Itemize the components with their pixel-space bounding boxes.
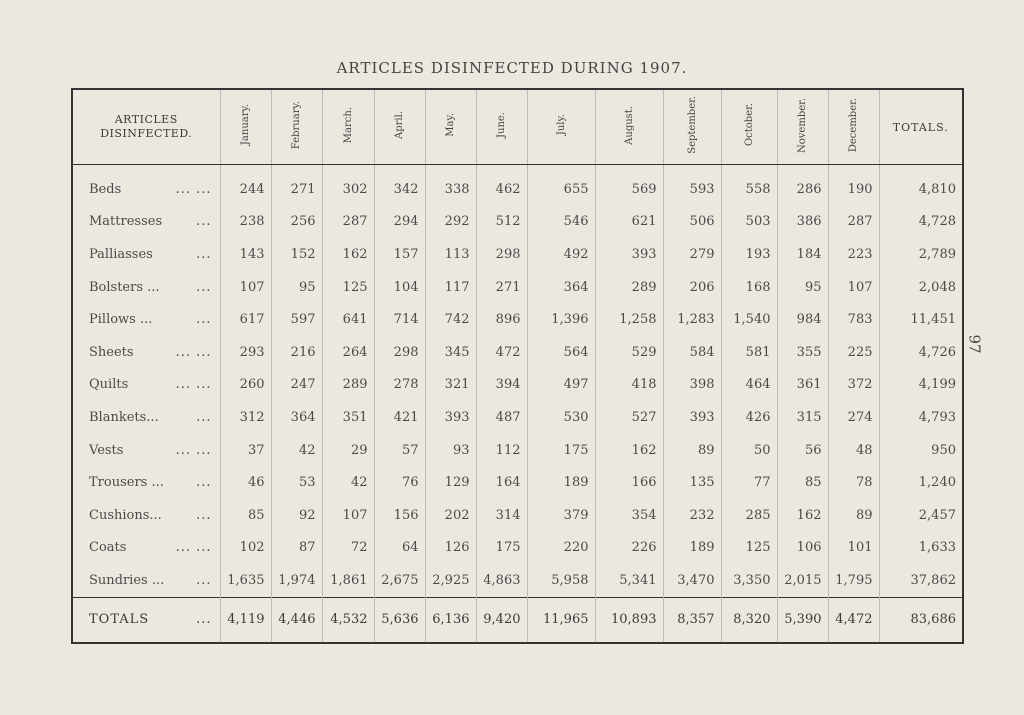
table-row — [72, 466, 963, 499]
value-cell: 42 — [271, 434, 322, 467]
value-cell: 302 — [322, 165, 374, 206]
total-cell: 11,965 — [527, 597, 595, 643]
value-cell: 462 — [476, 165, 527, 206]
value-cell: 189 — [527, 466, 595, 499]
value-cell: 168 — [721, 271, 777, 304]
value-cell: 162 — [595, 434, 663, 467]
value-cell: 72 — [322, 532, 374, 565]
value-cell: 361 — [777, 369, 828, 402]
value-cell: 512 — [476, 206, 527, 239]
value-cell: 314 — [476, 499, 527, 532]
value-cell: 289 — [595, 271, 663, 304]
month-header-march — [322, 89, 374, 165]
table-row — [72, 434, 963, 467]
value-cell: 293 — [220, 336, 271, 369]
value-cell: 1,540 — [721, 303, 777, 336]
value-cell: 298 — [374, 336, 425, 369]
value-cell: 225 — [828, 336, 879, 369]
value-cell: 107 — [322, 499, 374, 532]
value-cell: 112 — [476, 434, 527, 467]
value-cell: 286 — [777, 165, 828, 206]
month-header-july — [527, 89, 595, 165]
month-label: September. — [686, 96, 698, 154]
row-label-cell — [72, 466, 220, 499]
value-cell: 1,258 — [595, 303, 663, 336]
row-label: Pillows ... — [89, 312, 153, 328]
value-cell: 104 — [374, 271, 425, 304]
month-label: February. — [291, 100, 302, 150]
value-cell: 393 — [595, 238, 663, 271]
value-cell: 426 — [721, 401, 777, 434]
row-total-cell: 4,199 — [879, 369, 963, 402]
leader-dots: ... — [196, 507, 212, 523]
leader-dots: ... ... — [175, 377, 212, 393]
row-total-cell: 4,728 — [879, 206, 963, 239]
value-cell: 398 — [663, 369, 721, 402]
value-cell: 164 — [476, 466, 527, 499]
row-total-cell: 11,451 — [879, 303, 963, 336]
value-cell: 714 — [374, 303, 425, 336]
value-cell: 287 — [828, 206, 879, 239]
value-cell: 354 — [595, 499, 663, 532]
value-cell: 5,958 — [527, 564, 595, 597]
value-cell: 1,974 — [271, 564, 322, 597]
value-cell: 57 — [374, 434, 425, 467]
row-total-cell: 1,633 — [879, 532, 963, 565]
value-cell: 655 — [527, 165, 595, 206]
value-cell: 896 — [476, 303, 527, 336]
value-cell: 292 — [425, 206, 476, 239]
value-cell: 558 — [721, 165, 777, 206]
value-cell: 85 — [777, 466, 828, 499]
value-cell: 264 — [322, 336, 374, 369]
leader-dots: ... — [196, 279, 212, 295]
leader-dots: ... ... — [175, 540, 212, 556]
month-header-june — [476, 89, 527, 165]
total-cell: 6,136 — [425, 597, 476, 643]
value-cell: 102 — [220, 532, 271, 565]
value-cell: 364 — [271, 401, 322, 434]
articles-header-line1: ARTICLES — [114, 113, 178, 126]
month-label: December. — [848, 97, 859, 153]
value-cell: 101 — [828, 532, 879, 565]
value-cell: 984 — [777, 303, 828, 336]
month-header-october — [721, 89, 777, 165]
value-cell: 156 — [374, 499, 425, 532]
value-cell: 2,015 — [777, 564, 828, 597]
value-cell: 247 — [271, 369, 322, 402]
value-cell: 37 — [220, 434, 271, 467]
total-cell: 10,893 — [595, 597, 663, 643]
month-label: November. — [797, 97, 808, 153]
value-cell: 1,795 — [828, 564, 879, 597]
value-cell: 46 — [220, 466, 271, 499]
value-cell: 107 — [828, 271, 879, 304]
value-cell: 126 — [425, 532, 476, 565]
value-cell: 298 — [476, 238, 527, 271]
totals-column-header: TOTALS. — [879, 89, 963, 165]
value-cell: 78 — [828, 466, 879, 499]
row-total-cell: 2,048 — [879, 271, 963, 304]
value-cell: 260 — [220, 369, 271, 402]
value-cell: 321 — [425, 369, 476, 402]
value-cell: 597 — [271, 303, 322, 336]
value-cell: 226 — [595, 532, 663, 565]
value-cell: 113 — [425, 238, 476, 271]
row-label: Sheets — [89, 344, 134, 360]
value-cell: 530 — [527, 401, 595, 434]
value-cell: 125 — [721, 532, 777, 565]
value-cell: 527 — [595, 401, 663, 434]
row-label-cell — [72, 303, 220, 336]
articles-column-header — [72, 89, 220, 165]
row-label-cell — [72, 369, 220, 402]
value-cell: 202 — [425, 499, 476, 532]
value-cell: 345 — [425, 336, 476, 369]
value-cell: 244 — [220, 165, 271, 206]
month-header-september — [663, 89, 721, 165]
value-cell: 506 — [663, 206, 721, 239]
value-cell: 42 — [322, 466, 374, 499]
value-cell: 271 — [476, 271, 527, 304]
value-cell: 184 — [777, 238, 828, 271]
row-label: Sundries ... — [89, 572, 165, 588]
value-cell: 641 — [322, 303, 374, 336]
value-cell: 162 — [322, 238, 374, 271]
row-total-cell: 2,789 — [879, 238, 963, 271]
month-header-may — [425, 89, 476, 165]
value-cell: 487 — [476, 401, 527, 434]
row-total-cell: 37,862 — [879, 564, 963, 597]
value-cell: 89 — [663, 434, 721, 467]
value-cell: 92 — [271, 499, 322, 532]
table-row — [72, 369, 963, 402]
value-cell: 2,675 — [374, 564, 425, 597]
row-label: Trousers ... — [89, 475, 164, 491]
value-cell: 190 — [828, 165, 879, 206]
month-header-february — [271, 89, 322, 165]
row-label-cell — [72, 206, 220, 239]
leader-dots: ... ... — [175, 344, 212, 360]
leader-dots: ... — [196, 214, 212, 230]
value-cell: 287 — [322, 206, 374, 239]
value-cell: 3,470 — [663, 564, 721, 597]
value-cell: 529 — [595, 336, 663, 369]
value-cell: 372 — [828, 369, 879, 402]
value-cell: 106 — [777, 532, 828, 565]
table-row — [72, 564, 963, 597]
leader-dots: ... — [196, 246, 212, 262]
value-cell: 220 — [527, 532, 595, 565]
month-label: May. — [445, 113, 456, 137]
articles-header-line2: DISINFECTED. — [100, 127, 193, 140]
value-cell: 29 — [322, 434, 374, 467]
value-cell: 621 — [595, 206, 663, 239]
month-label: March. — [342, 106, 354, 144]
month-label: August. — [623, 105, 635, 145]
row-label: Mattresses — [89, 214, 163, 230]
value-cell: 162 — [777, 499, 828, 532]
row-label-cell — [72, 238, 220, 271]
total-cell: 4,446 — [271, 597, 322, 643]
month-header-december — [828, 89, 879, 165]
value-cell: 238 — [220, 206, 271, 239]
row-label: Coats — [89, 540, 127, 556]
value-cell: 393 — [663, 401, 721, 434]
value-cell: 3,350 — [721, 564, 777, 597]
table-body — [72, 165, 963, 598]
month-label: April. — [394, 111, 405, 139]
value-cell: 278 — [374, 369, 425, 402]
value-cell: 386 — [777, 206, 828, 239]
row-label-cell — [72, 499, 220, 532]
value-cell: 472 — [476, 336, 527, 369]
value-cell: 312 — [220, 401, 271, 434]
value-cell: 342 — [374, 165, 425, 206]
value-cell: 394 — [476, 369, 527, 402]
value-cell: 569 — [595, 165, 663, 206]
month-header-january — [220, 89, 271, 165]
value-cell: 279 — [663, 238, 721, 271]
disinfection-table — [71, 88, 964, 644]
value-cell: 364 — [527, 271, 595, 304]
total-cell: 9,420 — [476, 597, 527, 643]
value-cell: 232 — [663, 499, 721, 532]
value-cell: 64 — [374, 532, 425, 565]
value-cell: 503 — [721, 206, 777, 239]
value-cell: 216 — [271, 336, 322, 369]
month-label: January. — [240, 104, 251, 146]
table-row — [72, 303, 963, 336]
value-cell: 285 — [721, 499, 777, 532]
value-cell: 223 — [828, 238, 879, 271]
value-cell: 351 — [322, 401, 374, 434]
table-row — [72, 238, 963, 271]
value-cell: 48 — [828, 434, 879, 467]
value-cell: 4,863 — [476, 564, 527, 597]
value-cell: 492 — [527, 238, 595, 271]
month-label: June. — [496, 112, 507, 138]
value-cell: 87 — [271, 532, 322, 565]
value-cell: 421 — [374, 401, 425, 434]
row-label: Palliasses — [89, 246, 153, 262]
table-row — [72, 401, 963, 434]
value-cell: 53 — [271, 466, 322, 499]
value-cell: 85 — [220, 499, 271, 532]
page-title: ARTICLES DISINFECTED DURING 1907. — [336, 59, 688, 77]
total-cell: 5,390 — [777, 597, 828, 643]
table-row — [72, 499, 963, 532]
row-label-cell — [72, 434, 220, 467]
value-cell: 617 — [220, 303, 271, 336]
value-cell: 464 — [721, 369, 777, 402]
value-cell: 393 — [425, 401, 476, 434]
value-cell: 157 — [374, 238, 425, 271]
value-cell: 418 — [595, 369, 663, 402]
value-cell: 89 — [828, 499, 879, 532]
leader-dots: ... ... — [175, 181, 212, 197]
value-cell: 117 — [425, 271, 476, 304]
row-label-cell — [72, 336, 220, 369]
row-label-cell — [72, 401, 220, 434]
value-cell: 107 — [220, 271, 271, 304]
row-label-cell — [72, 165, 220, 206]
month-header-april — [374, 89, 425, 165]
row-label-cell — [72, 564, 220, 597]
value-cell: 189 — [663, 532, 721, 565]
month-header-august — [595, 89, 663, 165]
value-cell: 129 — [425, 466, 476, 499]
row-label: Quilts — [89, 377, 129, 393]
value-cell: 742 — [425, 303, 476, 336]
value-cell: 93 — [425, 434, 476, 467]
value-cell: 546 — [527, 206, 595, 239]
value-cell: 5,341 — [595, 564, 663, 597]
table-row — [72, 206, 963, 239]
total-cell: 4,472 — [828, 597, 879, 643]
row-label: Beds — [89, 181, 122, 197]
value-cell: 56 — [777, 434, 828, 467]
value-cell: 1,861 — [322, 564, 374, 597]
value-cell: 50 — [721, 434, 777, 467]
row-total-cell: 2,457 — [879, 499, 963, 532]
value-cell: 2,925 — [425, 564, 476, 597]
value-cell: 783 — [828, 303, 879, 336]
row-total-cell: 950 — [879, 434, 963, 467]
totals-label-text: TOTALS — [89, 612, 150, 628]
row-total-cell: 4,810 — [879, 165, 963, 206]
leader-dots: ... — [196, 612, 212, 628]
value-cell: 355 — [777, 336, 828, 369]
value-cell: 77 — [721, 466, 777, 499]
value-cell: 315 — [777, 401, 828, 434]
value-cell: 593 — [663, 165, 721, 206]
total-cell: 8,357 — [663, 597, 721, 643]
totals-row — [72, 597, 963, 643]
value-cell: 379 — [527, 499, 595, 532]
row-label: Cushions... — [89, 507, 162, 523]
totals-row-label — [72, 597, 220, 643]
table-row — [72, 165, 963, 206]
table-row — [72, 336, 963, 369]
row-label: Bolsters ... — [89, 279, 160, 295]
value-cell: 206 — [663, 271, 721, 304]
row-label: Blankets... — [89, 409, 159, 425]
value-cell: 193 — [721, 238, 777, 271]
month-label: October. — [743, 103, 755, 147]
value-cell: 125 — [322, 271, 374, 304]
value-cell: 175 — [527, 434, 595, 467]
table-row — [72, 271, 963, 304]
row-label-cell — [72, 271, 220, 304]
value-cell: 274 — [828, 401, 879, 434]
value-cell: 1,283 — [663, 303, 721, 336]
value-cell: 289 — [322, 369, 374, 402]
value-cell: 271 — [271, 165, 322, 206]
total-cell: 8,320 — [721, 597, 777, 643]
value-cell: 175 — [476, 532, 527, 565]
value-cell: 143 — [220, 238, 271, 271]
month-header-november — [777, 89, 828, 165]
value-cell: 564 — [527, 336, 595, 369]
value-cell: 294 — [374, 206, 425, 239]
row-total-cell: 4,793 — [879, 401, 963, 434]
leader-dots: ... — [196, 409, 212, 425]
value-cell: 135 — [663, 466, 721, 499]
value-cell: 95 — [777, 271, 828, 304]
leader-dots: ... — [196, 572, 212, 588]
value-cell: 152 — [271, 238, 322, 271]
leader-dots: ... — [196, 312, 212, 328]
total-cell: 4,119 — [220, 597, 271, 643]
value-cell: 166 — [595, 466, 663, 499]
leader-dots: ... — [196, 475, 212, 491]
page-number: 97 — [965, 334, 984, 354]
value-cell: 1,396 — [527, 303, 595, 336]
value-cell: 584 — [663, 336, 721, 369]
month-label: July. — [555, 114, 567, 136]
value-cell: 1,635 — [220, 564, 271, 597]
row-label: Vests — [89, 442, 124, 458]
row-label-cell — [72, 532, 220, 565]
total-cell: 4,532 — [322, 597, 374, 643]
total-cell: 5,636 — [374, 597, 425, 643]
table-row — [72, 532, 963, 565]
grand-total-cell: 83,686 — [879, 597, 963, 643]
value-cell: 76 — [374, 466, 425, 499]
row-total-cell: 1,240 — [879, 466, 963, 499]
value-cell: 256 — [271, 206, 322, 239]
row-total-cell: 4,726 — [879, 336, 963, 369]
value-cell: 581 — [721, 336, 777, 369]
value-cell: 95 — [271, 271, 322, 304]
value-cell: 338 — [425, 165, 476, 206]
header-row — [72, 89, 963, 165]
leader-dots: ... ... — [175, 442, 212, 458]
value-cell: 497 — [527, 369, 595, 402]
